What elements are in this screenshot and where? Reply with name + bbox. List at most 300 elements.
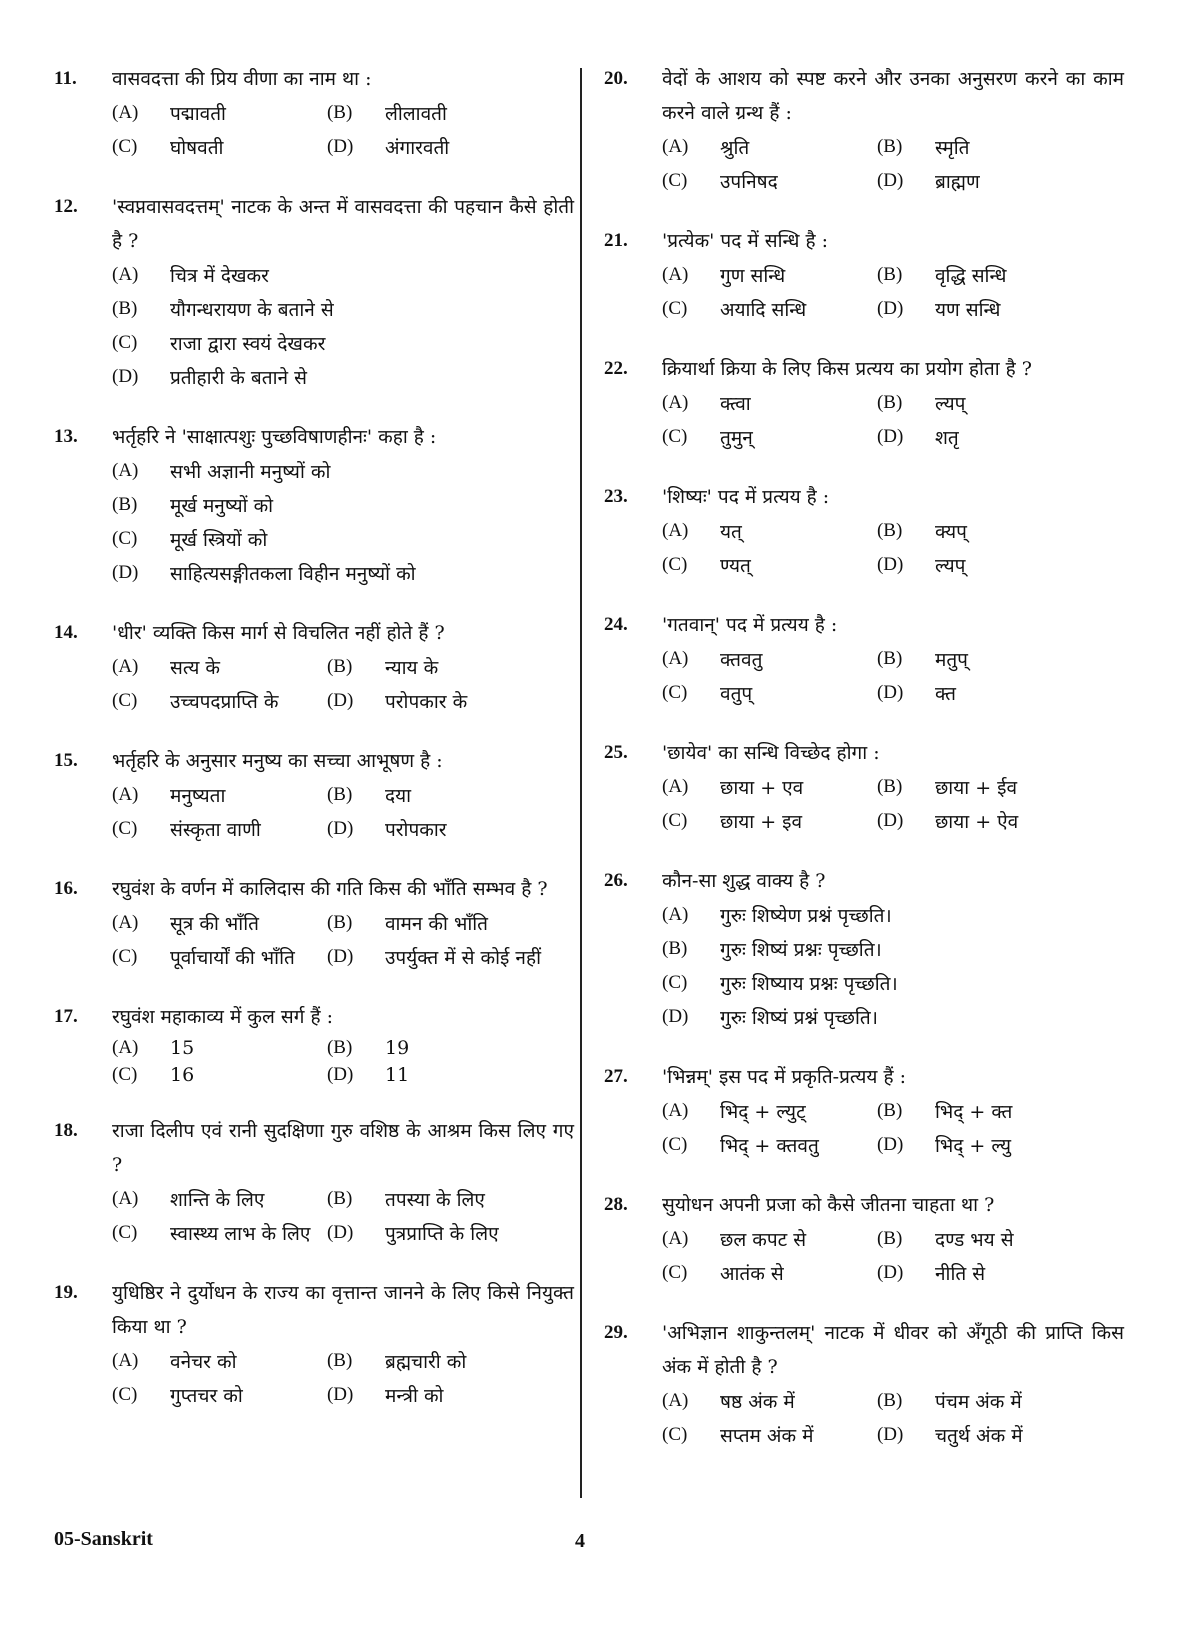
answer-option [327, 816, 574, 842]
answer-option [327, 1064, 574, 1086]
question-number: 22. [604, 358, 628, 379]
option-letter: (C) [112, 332, 138, 353]
option-text: 11 [384, 1063, 410, 1086]
question-number: 26. [604, 870, 628, 891]
question-block [604, 1316, 1124, 1452]
answer-option [327, 1220, 574, 1246]
option-letter: (B) [876, 136, 903, 157]
option-letter: (C) [662, 1134, 688, 1155]
options-row [662, 1256, 1124, 1290]
options-row [662, 420, 1124, 454]
options-group [662, 1222, 1124, 1290]
options-row [662, 258, 1124, 292]
options-group [662, 258, 1124, 326]
option-text: ब्राह्मण [934, 171, 980, 193]
option-letter: (B) [326, 1036, 353, 1058]
question-number: 16. [54, 878, 78, 899]
option-text: लीलावती [384, 103, 447, 125]
option-text: तपस्या के लिए [384, 1189, 485, 1211]
answer-option [662, 774, 877, 800]
option-text: भिद् + क्त [934, 1101, 1013, 1123]
question-block [604, 480, 1124, 582]
question-block [54, 62, 574, 164]
options-row [662, 164, 1124, 198]
option-letter: (A) [662, 1228, 689, 1249]
option-text: सभी अज्ञानी मनुष्यों को [170, 461, 331, 483]
option-letter: (B) [876, 520, 903, 541]
answer-option [327, 782, 574, 808]
answer-option [327, 100, 574, 126]
option-text: संस्कृता वाणी [170, 819, 261, 841]
column-divider [580, 68, 582, 1498]
answer-option [112, 1348, 327, 1374]
option-text: दया [384, 785, 412, 807]
question-block [54, 744, 574, 846]
question-block [54, 420, 574, 590]
option-letter: (D) [326, 1384, 354, 1405]
options-group [112, 650, 574, 718]
option-text: गुप्तचर को [170, 1385, 243, 1407]
question-block [604, 864, 1124, 1034]
option-letter: (B) [326, 656, 353, 677]
question-text: युधिष्ठिर ने दुर्योधन के राज्य का वृत्तान्त जानने के लिए किसे नियुक्त किया था ? [112, 1282, 574, 1338]
answer-option [662, 134, 877, 160]
option-letter: (D) [876, 810, 904, 831]
option-letter: (B) [876, 648, 903, 669]
options-row [112, 326, 574, 360]
option-text: यण सन्धि [934, 299, 1001, 321]
answer-option [327, 1382, 574, 1408]
answer-option [662, 1422, 877, 1448]
option-letter: (A) [662, 520, 689, 541]
options-row [112, 258, 574, 292]
answer-option [877, 646, 1124, 672]
option-text: गुरुः शिष्याय प्रश्नः पृच्छति। [720, 973, 898, 995]
answer-option [112, 330, 574, 356]
question-block [54, 1276, 574, 1412]
answer-option [112, 1382, 327, 1408]
question-text: 'छायेव' का सन्धि विच्छेद होगा : [662, 742, 880, 764]
question-block [604, 1060, 1124, 1162]
question-block [604, 224, 1124, 326]
option-letter: (D) [326, 818, 354, 839]
option-letter: (D) [112, 562, 139, 583]
option-text: पूर्वाचार्यों की भाँति [170, 947, 295, 969]
question-text: 'भिन्नम्' इस पद में प्रकृति-प्रत्यय हैं : [662, 1066, 906, 1088]
question-number: 17. [54, 1006, 78, 1027]
option-text: प्रतीहारी के बताने से [170, 367, 307, 389]
answer-option [662, 936, 1124, 962]
option-letter: (A) [112, 784, 139, 805]
option-text: सूत्र की भाँति [170, 913, 259, 935]
options-row [662, 932, 1124, 966]
option-letter: (D) [326, 1222, 354, 1243]
option-text: गुण सन्धि [720, 265, 786, 287]
option-letter: (D) [876, 1424, 904, 1445]
question-text: 'अभिज्ञान शाकुन्तलम्' नाटक में धीवर को अँगूठी की प्राप्ति किस अंक में होती है ? [662, 1322, 1124, 1378]
option-text: मूर्ख मनुष्यों को [170, 495, 274, 517]
question-number: 24. [604, 614, 628, 635]
option-letter: (D) [662, 1006, 689, 1027]
option-letter: (B) [326, 784, 353, 805]
option-text: राजा द्वारा स्वयं देखकर [170, 333, 326, 355]
option-text: मतुप् [934, 649, 968, 671]
options-row [662, 804, 1124, 838]
question-number: 23. [604, 486, 628, 507]
option-text: श्रुति [720, 137, 750, 159]
options-row [662, 1384, 1124, 1418]
option-letter: (A) [662, 392, 689, 413]
option-text: पद्मावती [170, 103, 226, 125]
answer-option [662, 970, 1124, 996]
answer-option [327, 1037, 574, 1059]
option-letter: (A) [112, 1350, 139, 1371]
options-group [662, 1384, 1124, 1452]
options-group [112, 258, 574, 394]
option-letter: (B) [876, 392, 903, 413]
option-text: 16 [170, 1063, 195, 1086]
option-text: मनुष्यता [170, 785, 226, 807]
option-text: भिद् + क्तवतु [720, 1135, 819, 1157]
answer-option [112, 910, 327, 936]
options-group [112, 1182, 574, 1250]
option-text: 19 [384, 1036, 410, 1059]
answer-option [877, 1388, 1124, 1414]
option-letter: (A) [112, 1188, 139, 1209]
option-text: परोपकार [384, 819, 447, 841]
page-number: 4 [575, 1530, 585, 1552]
option-letter: (A) [662, 648, 689, 669]
answer-option [662, 1132, 877, 1158]
options-row [112, 522, 574, 556]
answer-option [877, 296, 1124, 322]
question-number: 11. [54, 68, 77, 89]
question-text: 'स्वप्नवासवदत्तम्' नाटक के अन्त में वासवदत्ता की पहचान कैसे होती है ? [112, 196, 574, 252]
option-letter: (A) [662, 264, 689, 285]
question-number: 29. [604, 1322, 628, 1343]
option-letter: (B) [876, 776, 903, 797]
options-group [662, 130, 1124, 198]
options-row [662, 1128, 1124, 1162]
answer-option [662, 296, 877, 322]
right-column [604, 62, 1124, 1478]
option-letter: (A) [112, 264, 139, 285]
option-letter: (A) [662, 1100, 689, 1121]
options-group [662, 770, 1124, 838]
option-letter: (B) [876, 264, 903, 285]
options-row [112, 454, 574, 488]
answer-option [877, 680, 1124, 706]
option-text: 15 [170, 1036, 195, 1059]
options-group [112, 454, 574, 590]
question-block [604, 608, 1124, 710]
options-row [112, 906, 574, 940]
option-text: आतंक से [720, 1263, 784, 1285]
option-text: वृद्धि सन्धि [934, 265, 1007, 287]
answer-option [112, 944, 327, 970]
options-row [662, 770, 1124, 804]
option-letter: (D) [876, 554, 904, 575]
answer-option [662, 424, 877, 450]
option-letter: (A) [112, 912, 139, 933]
question-text: 'गतवान्' पद में प्रत्यय है : [662, 614, 838, 636]
option-letter: (A) [112, 102, 139, 123]
question-text: सुयोधन अपनी प्रजा को कैसे जीतना चाहता था ? [662, 1194, 995, 1216]
answer-option [877, 808, 1124, 834]
question-number: 20. [604, 68, 628, 89]
option-text: शतृ [934, 427, 959, 449]
option-text: छल कपट से [720, 1229, 807, 1251]
option-text: यत् [720, 521, 742, 543]
question-text: वेदों के आशय को स्पष्ट करने और उनका अनुसरण करने का काम करने वाले ग्रन्थ हैं : [662, 68, 1124, 124]
options-group [112, 906, 574, 974]
options-row [112, 556, 574, 590]
option-text: शान्ति के लिए [170, 1189, 265, 1211]
options-row [112, 1182, 574, 1216]
answer-option [112, 526, 574, 552]
options-row [112, 650, 574, 684]
question-text: रघुवंश के वर्णन में कालिदास की गति किस की भाँति सम्भव है ? [112, 878, 548, 900]
answer-option [112, 100, 327, 126]
options-group [112, 778, 574, 846]
options-row [662, 1418, 1124, 1452]
options-row [112, 684, 574, 718]
options-row [662, 676, 1124, 710]
question-text: भर्तृहरि ने 'साक्षात्पशुः पुच्छविषाणहीनः' कहा है : [112, 426, 437, 448]
option-text: घोषवती [170, 137, 224, 159]
options-row [112, 940, 574, 974]
option-letter: (A) [112, 656, 139, 677]
answer-option [877, 1098, 1124, 1124]
answer-option [662, 680, 877, 706]
question-block [54, 190, 574, 394]
options-group [112, 1344, 574, 1412]
question-number: 18. [54, 1120, 78, 1141]
option-text: छाया + ऐव [934, 811, 1019, 833]
option-letter: (C) [662, 554, 688, 575]
answer-option [877, 424, 1124, 450]
option-letter: (D) [112, 366, 139, 387]
question-block [54, 1114, 574, 1250]
option-text: मन्त्री को [384, 1385, 444, 1407]
option-text: परोपकार के [384, 691, 468, 713]
option-text: अंगारवती [384, 137, 450, 159]
option-text: दण्ड भय से [934, 1229, 1014, 1251]
left-column [54, 62, 574, 1438]
option-letter: (B) [112, 298, 138, 319]
option-text: यौगन्धरायण के बताने से [170, 299, 334, 321]
question-number: 12. [54, 196, 78, 217]
option-text: षष्ठ अंक में [720, 1391, 795, 1413]
option-text: ल्यप् [934, 555, 966, 577]
answer-option [112, 458, 574, 484]
option-letter: (C) [662, 972, 688, 993]
answer-option [112, 492, 574, 518]
option-letter: (A) [662, 904, 689, 925]
question-number: 15. [54, 750, 78, 771]
options-row [112, 778, 574, 812]
option-letter: (C) [112, 136, 138, 157]
option-letter: (D) [876, 426, 904, 447]
option-text: उच्चपदप्राप्ति के [170, 691, 279, 713]
question-number: 19. [54, 1282, 78, 1303]
question-text: राजा दिलीप एवं रानी सुदक्षिणा गुरु वशिष्ठ के आश्रम किस लिए गए ? [112, 1120, 574, 1176]
options-group [662, 386, 1124, 454]
option-text: सत्य के [170, 657, 221, 679]
answer-option [112, 262, 574, 288]
answer-option [877, 518, 1124, 544]
answer-option [112, 654, 327, 680]
option-letter: (C) [112, 1384, 138, 1405]
answer-option [112, 134, 327, 160]
option-letter: (A) [112, 1036, 139, 1058]
option-text: स्वास्थ्य लाभ के लिए [170, 1223, 311, 1245]
question-block [604, 62, 1124, 198]
answer-option [877, 168, 1124, 194]
options-row [112, 488, 574, 522]
question-text: 'प्रत्येक' पद में सन्धि है : [662, 230, 829, 252]
options-row [112, 1216, 574, 1250]
option-letter: (C) [112, 1063, 138, 1085]
answer-option [327, 688, 574, 714]
options-row [662, 1222, 1124, 1256]
options-row [662, 642, 1124, 676]
answer-option [877, 134, 1124, 160]
option-text: पंचम अंक में [934, 1391, 1022, 1413]
options-group [662, 642, 1124, 710]
option-text: न्याय के [384, 657, 439, 679]
answer-option [112, 1186, 327, 1212]
question-text: 'शिष्यः' पद में प्रत्यय है : [662, 486, 830, 508]
answer-option [112, 688, 327, 714]
question-block [54, 1000, 574, 1088]
option-text: गुरुः शिष्यं प्रश्नं पृच्छति। [720, 1007, 878, 1029]
options-row [112, 292, 574, 326]
question-number: 21. [604, 230, 628, 251]
option-text: गुरुः शिष्यं प्रश्नः पृच्छति। [720, 939, 882, 961]
option-text: मूर्ख स्त्रियों को [170, 529, 268, 551]
options-row [662, 548, 1124, 582]
question-block [604, 1188, 1124, 1290]
answer-option [327, 134, 574, 160]
option-letter: (A) [662, 776, 689, 797]
question-number: 28. [604, 1194, 628, 1215]
option-letter: (D) [876, 170, 904, 191]
option-text: वामन की भाँति [384, 913, 488, 935]
answer-option [877, 1226, 1124, 1252]
option-text: पुत्रप्राप्ति के लिए [384, 1223, 499, 1245]
question-text: वासवदत्ता की प्रिय वीणा का नाम था : [112, 68, 372, 90]
option-text: क्तवतु [720, 649, 763, 671]
options-row [662, 292, 1124, 326]
answer-option [662, 262, 877, 288]
answer-option [662, 1226, 877, 1252]
options-row [112, 360, 574, 394]
options-row [112, 1034, 574, 1061]
question-block [54, 616, 574, 718]
answer-option [662, 902, 1124, 928]
option-text: सप्तम अंक में [720, 1425, 814, 1447]
option-letter: (A) [662, 136, 689, 157]
option-text: गुरुः शिष्येण प्रश्नं पृच्छति। [720, 905, 892, 927]
option-text: छाया + इव [720, 811, 803, 833]
option-text: अयादि सन्धि [720, 299, 807, 321]
option-letter: (C) [662, 298, 688, 319]
question-number: 14. [54, 622, 78, 643]
answer-option [112, 816, 327, 842]
question-text: कौन-सा शुद्ध वाक्य है ? [662, 870, 826, 892]
option-letter: (D) [326, 1063, 354, 1085]
answer-option [662, 168, 877, 194]
options-group [112, 1034, 574, 1088]
option-letter: (A) [662, 1390, 689, 1411]
question-text: 'धीर' व्यक्ति किस मार्ग से विचलित नहीं होते हैं ? [112, 622, 445, 644]
answer-option [662, 646, 877, 672]
question-block [604, 352, 1124, 454]
option-letter: (D) [876, 682, 904, 703]
options-row [112, 1061, 574, 1088]
option-letter: (C) [112, 528, 138, 549]
answer-option [327, 1348, 574, 1374]
option-text: छाया + ईव [934, 777, 1018, 799]
option-text: वनेचर को [170, 1351, 237, 1373]
option-letter: (B) [662, 938, 688, 959]
answer-option [327, 654, 574, 680]
option-letter: (B) [876, 1228, 903, 1249]
options-group [662, 1094, 1124, 1162]
option-text: ण्यत् [720, 555, 751, 577]
question-text: रघुवंश महाकाव्य में कुल सर्ग हैं : [112, 1006, 333, 1028]
answer-option [662, 1260, 877, 1286]
answer-option [662, 1098, 877, 1124]
option-text: क्त्वा [720, 393, 751, 415]
option-text: भिद् + ल्यु [934, 1135, 1012, 1157]
option-text: साहित्यसङ्गीतकला विहीन मनुष्यों को [170, 563, 416, 585]
options-row [112, 1344, 574, 1378]
options-row [112, 1378, 574, 1412]
question-number: 27. [604, 1066, 628, 1087]
options-row [112, 96, 574, 130]
answer-option [112, 560, 574, 586]
answer-option [112, 364, 574, 390]
options-row [662, 966, 1124, 1000]
answer-option [877, 552, 1124, 578]
answer-option [327, 944, 574, 970]
option-letter: (C) [112, 1222, 138, 1243]
options-row [112, 812, 574, 846]
option-letter: (C) [112, 946, 138, 967]
options-group [662, 898, 1124, 1034]
question-number: 25. [604, 742, 628, 763]
question-block [54, 872, 574, 974]
option-letter: (D) [326, 946, 354, 967]
answer-option [662, 518, 877, 544]
option-text: चित्र में देखकर [170, 265, 269, 287]
option-text: ब्रह्मचारी को [384, 1351, 467, 1373]
answer-option [662, 1004, 1124, 1030]
answer-option [662, 1388, 877, 1414]
options-group [662, 514, 1124, 582]
option-letter: (C) [662, 1424, 688, 1445]
option-letter: (B) [326, 1350, 353, 1371]
options-row [662, 898, 1124, 932]
answer-option [877, 774, 1124, 800]
options-row [662, 130, 1124, 164]
answer-option [877, 262, 1124, 288]
option-text: स्मृति [934, 137, 970, 159]
option-letter: (D) [876, 298, 904, 319]
option-letter: (C) [662, 170, 688, 191]
